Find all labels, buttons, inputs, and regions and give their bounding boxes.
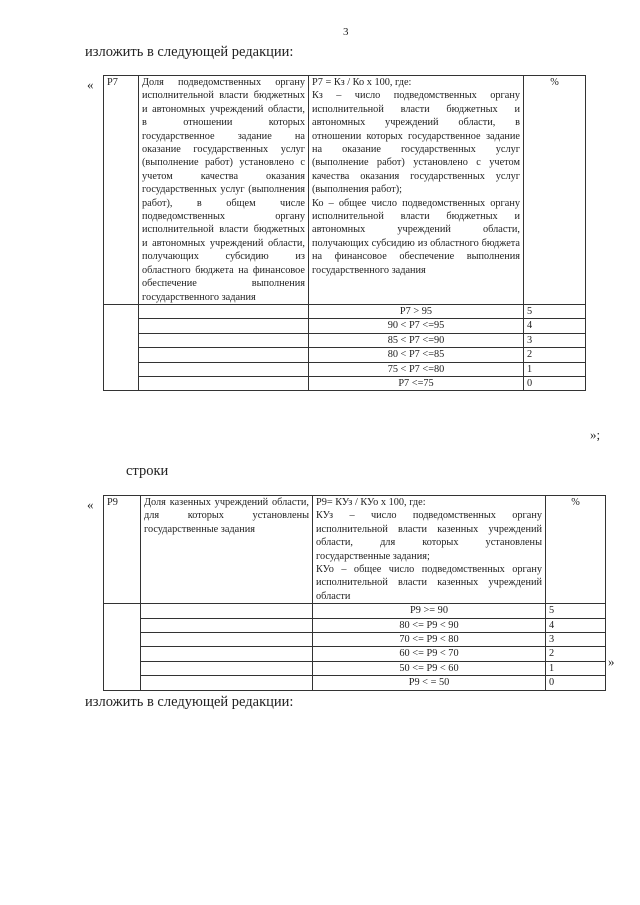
table-row <box>104 348 586 362</box>
score-condition: 80 < Р7 <=85 <box>309 348 524 362</box>
instruction-paragraph-3: изложить в следующей редакции: <box>85 694 294 710</box>
empty-cell <box>141 604 313 618</box>
opening-quote-2: « <box>87 497 94 512</box>
opening-quote-1: « <box>87 77 94 92</box>
table-row <box>104 362 586 376</box>
score-condition: 75 < Р7 <=80 <box>309 362 524 376</box>
score-condition: Р7 <=75 <box>309 376 524 390</box>
empty-cell <box>141 647 313 661</box>
indicator-description: Доля подведомственных органу исполнительной власти бюджетных и автономных учреждений области, в отношении которых государственное задание на оказание государственных услуг (выполнение работ) установлено с учетом качества оказания государственных услуг (выполнения работ), в общем числе подведомственных органу исполнительной власти бюджетных и автономных учреждений области, получающих субсидию из областного бюджета на финансовое обеспечение выполнения государственного задания <box>139 76 309 305</box>
score-condition: Р7 > 95 <box>309 304 524 318</box>
score-condition: 85 < Р7 <=90 <box>309 333 524 347</box>
score-value: 4 <box>546 618 606 632</box>
indicator-description: Доля казенных учреждений области, для которых установлены государственные задания <box>141 496 313 604</box>
indicator-table-p7 <box>103 75 586 391</box>
instruction-paragraph-1: изложить в следующей редакции: <box>85 44 294 60</box>
indicator-table-p9 <box>103 495 606 691</box>
empty-cell <box>141 676 313 690</box>
table-row <box>104 319 586 333</box>
empty-cell <box>139 319 309 333</box>
closing-quote-1: »; <box>590 427 601 442</box>
score-value: 2 <box>546 647 606 661</box>
empty-cell <box>141 618 313 632</box>
empty-cell <box>139 304 309 318</box>
indicator-formula: Р7 = Кз / Ко х 100, где: Кз – число подведомственных органу исполнительной власти бюджетных и автономных учреждений области, в отношении которых государственное задание на оказание государственных услуг (выполнение работ) установлено с учетом качества оказания государственных услуг (выполнения работ); Ко – общее число подведомственных органу исполнительной власти бюджетных и автономных учреждений области, получающих субсидию из областного бюджета на финансовое обеспечение выполнения государственного задания <box>309 76 524 305</box>
table-row <box>104 604 606 618</box>
score-condition: 80 <= Р9 < 90 <box>313 618 546 632</box>
empty-cell <box>139 376 309 390</box>
indicator-code: Р9 <box>104 496 141 604</box>
table-row <box>104 76 586 305</box>
score-condition: 50 <= Р9 < 60 <box>313 661 546 675</box>
score-condition: Р9 >= 90 <box>313 604 546 618</box>
indicator-formula: Р9= КУз / КУо х 100, где: КУз – число подведомственных органу исполнительной власти казенных учреждений области, для которых установлены государственные задания; КУо – общее число подведомственных органу исполнительной власти казенных учреждений области <box>313 496 546 604</box>
empty-cell <box>104 604 141 690</box>
table-row <box>104 676 606 690</box>
score-value: 5 <box>546 604 606 618</box>
indicator-unit: % <box>524 76 586 305</box>
score-value: 4 <box>524 319 586 333</box>
table-row <box>104 647 606 661</box>
empty-cell <box>104 304 139 390</box>
instruction-paragraph-2: строки <box>126 463 169 479</box>
empty-cell <box>139 333 309 347</box>
table-row <box>104 618 606 632</box>
score-value: 1 <box>524 362 586 376</box>
score-value: 1 <box>546 661 606 675</box>
table-row <box>104 496 606 604</box>
empty-cell <box>141 633 313 647</box>
table-row <box>104 304 586 318</box>
table-row <box>104 376 586 390</box>
indicator-unit: % <box>546 496 606 604</box>
score-value: 0 <box>546 676 606 690</box>
score-value: 5 <box>524 304 586 318</box>
indicator-code: Р7 <box>104 76 139 305</box>
table-row <box>104 633 606 647</box>
empty-cell <box>139 362 309 376</box>
score-condition: 70 <= Р9 < 80 <box>313 633 546 647</box>
score-condition: 60 <= Р9 < 70 <box>313 647 546 661</box>
page-number: 3 <box>343 26 349 38</box>
score-value: 0 <box>524 376 586 390</box>
closing-quote-2: » <box>608 654 615 669</box>
score-condition: 90 < Р7 <=95 <box>309 319 524 333</box>
score-condition: Р9 < = 50 <box>313 676 546 690</box>
score-value: 2 <box>524 348 586 362</box>
empty-cell <box>141 661 313 675</box>
empty-cell <box>139 348 309 362</box>
table-row <box>104 333 586 347</box>
score-value: 3 <box>524 333 586 347</box>
score-value: 3 <box>546 633 606 647</box>
table-row <box>104 661 606 675</box>
